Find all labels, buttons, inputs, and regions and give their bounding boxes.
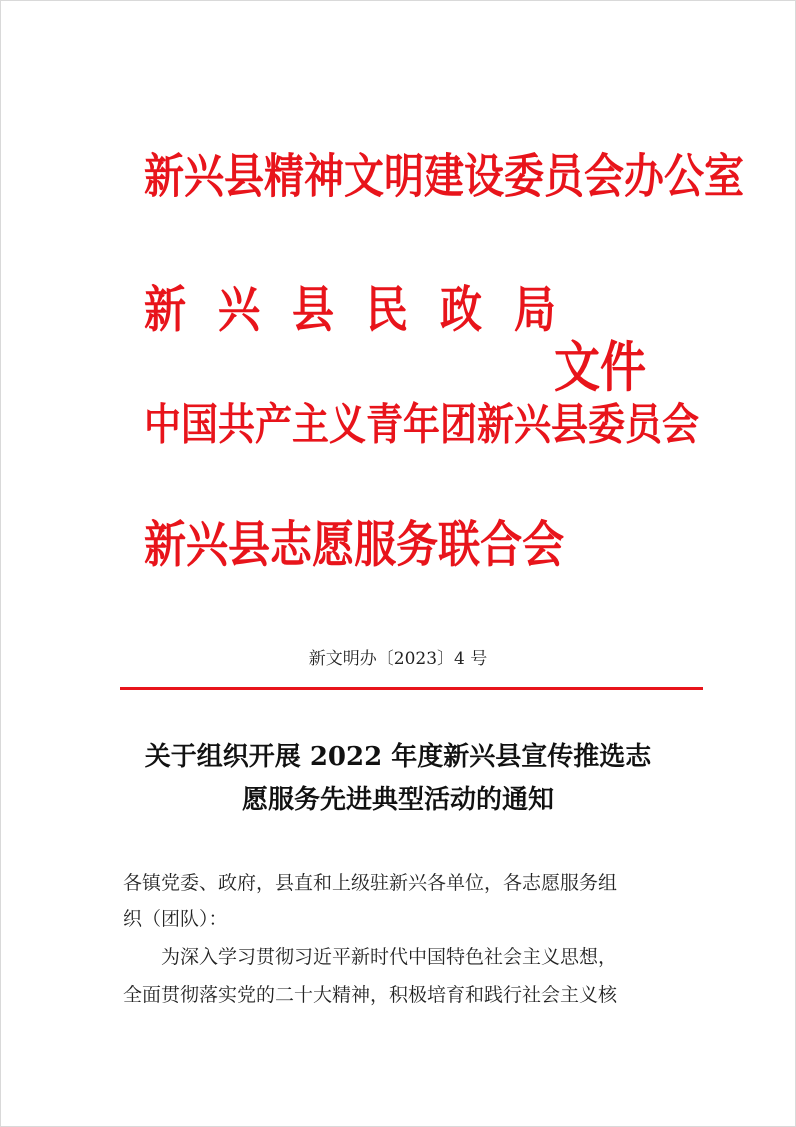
issuer-civilization-office: 新 兴 县 精 神 文 明 建 设 委 员 会 办 公 室 (144, 148, 744, 205)
red-divider-line (120, 687, 703, 690)
body-text-line-1: 各镇党委、政府，县直和上级驻新兴各单位，各志愿服务组 (123, 872, 618, 894)
notice-title-line-1: 关于组织开展 2022 年度新兴县宣传推选志 (144, 742, 652, 772)
document-number: 新文明办〔2023〕4 号 (308, 649, 488, 669)
notice-title-line-2: 愿服务先进典型活动的通知 (241, 785, 554, 815)
body-text-line-2: 织（团队）： (123, 908, 228, 930)
issuer-volunteer-federation: 新 兴 县 志 愿 服 务 联 合 会 (144, 515, 565, 574)
document-suffix: 文件 (554, 335, 646, 399)
body-text-line-3: 为深入学习贯彻习近平新时代中国特色社会主义思想， (161, 946, 618, 968)
body-text-line-4: 全面贯彻落实党的二十大精神，积极培育和践行社会主义核 (123, 984, 618, 1006)
issuer-youth-league-committee: 中 国 共 产 主 义 青 年 团 新 兴 县 委 员 会 (144, 398, 699, 450)
issuer-civil-affairs-bureau: 新 兴 县 民 政 局 (144, 280, 556, 339)
